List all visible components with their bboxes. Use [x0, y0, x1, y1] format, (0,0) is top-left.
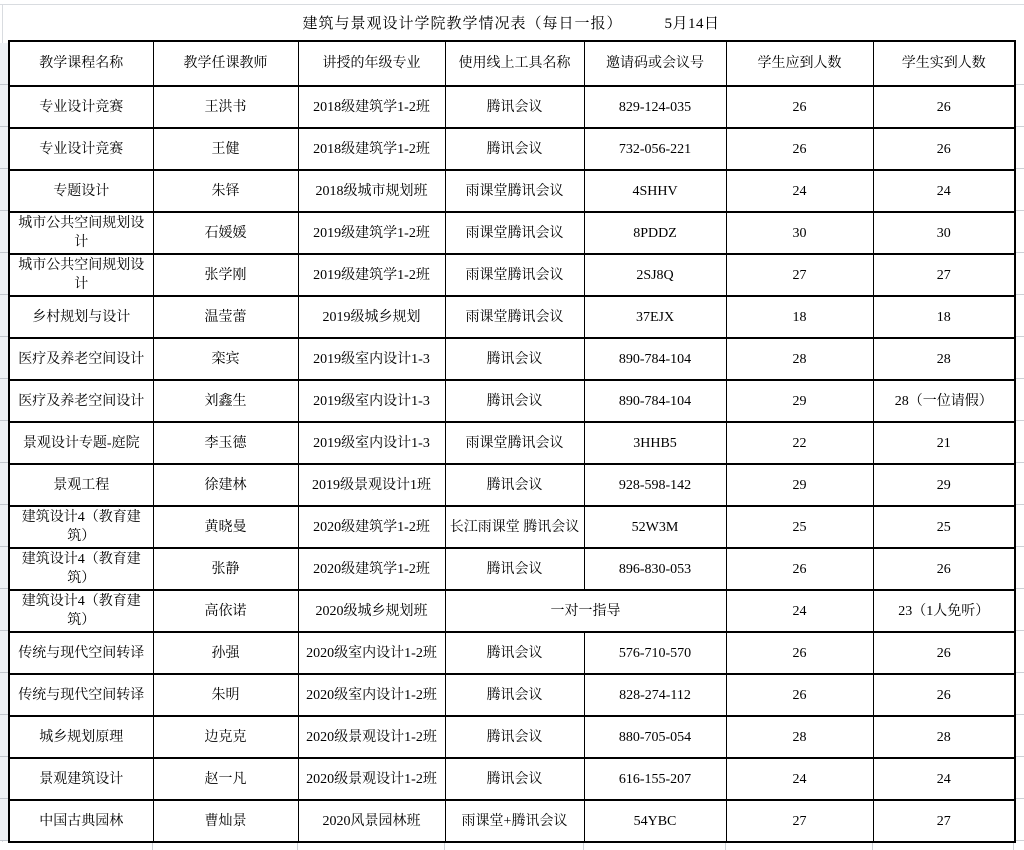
sheet-gridline-col — [583, 842, 584, 850]
cell-tool: 雨课堂腾讯会议 — [445, 254, 584, 296]
cell-actual: 24 — [873, 170, 1015, 212]
cell-grade: 2020级建筑学1-2班 — [298, 506, 445, 548]
cell-actual: 26 — [873, 548, 1015, 590]
cell-expected: 27 — [726, 254, 873, 296]
cell-actual: 26 — [873, 632, 1015, 674]
cell-tool: 腾讯会议 — [445, 548, 584, 590]
table-row — [9, 548, 1015, 590]
cell-code: 576-710-570 — [584, 632, 726, 674]
table-title-row — [8, 5, 1014, 40]
report-date: 5月14日 — [664, 16, 720, 32]
cell-course: 传统与现代空间转译 — [9, 674, 153, 716]
cell-code: 880-705-054 — [584, 716, 726, 758]
cell-tool: 雨课堂腾讯会议 — [445, 422, 584, 464]
column-header: 使用线上工具名称 — [445, 41, 584, 86]
cell-code: 890-784-104 — [584, 338, 726, 380]
table-row — [9, 170, 1015, 212]
cell-actual: 30 — [873, 212, 1015, 254]
cell-code: 896-830-053 — [584, 548, 726, 590]
cell-teacher: 高依诺 — [153, 590, 298, 632]
cell-teacher: 徐建林 — [153, 464, 298, 506]
table-row — [9, 632, 1015, 674]
cell-teacher: 黄晓曼 — [153, 506, 298, 548]
cell-expected: 30 — [726, 212, 873, 254]
cell-grade: 2019级景观设计1班 — [298, 464, 445, 506]
cell-tool-merged: 一对一指导 — [445, 590, 726, 632]
cell-code: 4SHHV — [584, 170, 726, 212]
cell-grade: 2020级建筑学1-2班 — [298, 548, 445, 590]
cell-actual: 25 — [873, 506, 1015, 548]
cell-expected: 27 — [726, 800, 873, 842]
cell-tool: 腾讯会议 — [445, 632, 584, 674]
table-row — [9, 380, 1015, 422]
cell-course: 医疗及养老空间设计 — [9, 338, 153, 380]
cell-expected: 26 — [726, 632, 873, 674]
table-row — [9, 422, 1015, 464]
cell-expected: 24 — [726, 758, 873, 800]
table-row — [9, 590, 1015, 632]
cell-expected: 22 — [726, 422, 873, 464]
cell-tool: 腾讯会议 — [445, 338, 584, 380]
cell-actual: 21 — [873, 422, 1015, 464]
sheet-gridline-col — [152, 842, 153, 850]
cell-teacher: 王健 — [153, 128, 298, 170]
cell-code: 3HHB5 — [584, 422, 726, 464]
cell-course: 专业设计竞赛 — [9, 128, 153, 170]
table-row — [9, 716, 1015, 758]
cell-actual: 24 — [873, 758, 1015, 800]
cell-teacher: 李玉德 — [153, 422, 298, 464]
cell-course: 建筑设计4（教育建筑） — [9, 590, 153, 632]
table-row — [9, 296, 1015, 338]
table-row — [9, 674, 1015, 716]
cell-grade: 2019级建筑学1-2班 — [298, 254, 445, 296]
cell-grade: 2020级景观设计1-2班 — [298, 716, 445, 758]
cell-expected: 26 — [726, 86, 873, 128]
table-header-row — [9, 41, 1015, 86]
cell-tool: 雨课堂+腾讯会议 — [445, 800, 584, 842]
cell-code: 829-124-035 — [584, 86, 726, 128]
cell-tool: 腾讯会议 — [445, 380, 584, 422]
cell-tool: 腾讯会议 — [445, 86, 584, 128]
cell-teacher: 王洪书 — [153, 86, 298, 128]
cell-code: 52W3M — [584, 506, 726, 548]
cell-actual: 26 — [873, 674, 1015, 716]
table-row — [9, 800, 1015, 842]
cell-grade: 2019级室内设计1-3 — [298, 338, 445, 380]
sheet-gridline-col — [444, 842, 445, 850]
cell-grade: 2020级室内设计1-2班 — [298, 674, 445, 716]
cell-course: 建筑设计4（教育建筑） — [9, 506, 153, 548]
page-title: 建筑与景观设计学院教学情况表（每日一报） — [302, 16, 623, 32]
sheet-gridlines-bottom-strip — [0, 842, 1024, 850]
table-row — [9, 254, 1015, 296]
cell-teacher: 边克克 — [153, 716, 298, 758]
cell-code: 732-056-221 — [584, 128, 726, 170]
column-header: 学生实到人数 — [873, 41, 1015, 86]
sheet-gridlines-left-strip — [0, 43, 8, 841]
cell-teacher: 孙强 — [153, 632, 298, 674]
table-row — [9, 212, 1015, 254]
cell-code: 54YBC — [584, 800, 726, 842]
cell-grade: 2019级室内设计1-3 — [298, 380, 445, 422]
cell-grade: 2018级建筑学1-2班 — [298, 86, 445, 128]
cell-teacher: 赵一凡 — [153, 758, 298, 800]
cell-expected: 29 — [726, 380, 873, 422]
cell-course: 景观设计专题-庭院 — [9, 422, 153, 464]
cell-code: 828-274-112 — [584, 674, 726, 716]
sheet-gridline-col — [1013, 842, 1014, 850]
cell-course: 中国古典园林 — [9, 800, 153, 842]
cell-teacher: 刘鑫生 — [153, 380, 298, 422]
cell-grade: 2018级城市规划班 — [298, 170, 445, 212]
cell-course: 城市公共空间规划设计 — [9, 254, 153, 296]
cell-tool: 雨课堂腾讯会议 — [445, 212, 584, 254]
cell-teacher: 朱明 — [153, 674, 298, 716]
cell-actual: 23（1人免听） — [873, 590, 1015, 632]
column-header: 教学课程名称 — [9, 41, 153, 86]
cell-course: 专业设计竞赛 — [9, 86, 153, 128]
cell-grade: 2020级室内设计1-2班 — [298, 632, 445, 674]
cell-expected: 26 — [726, 674, 873, 716]
cell-tool: 腾讯会议 — [445, 464, 584, 506]
cell-tool: 腾讯会议 — [445, 128, 584, 170]
teaching-report-table — [8, 40, 1016, 843]
cell-teacher: 曹灿景 — [153, 800, 298, 842]
cell-tool: 长江雨课堂 腾讯会议 — [445, 506, 584, 548]
cell-teacher: 张静 — [153, 548, 298, 590]
cell-expected: 28 — [726, 338, 873, 380]
cell-grade: 2020级城乡规划班 — [298, 590, 445, 632]
sheet-gridlines-right-strip — [1016, 43, 1024, 841]
sheet-gridline-col — [297, 842, 298, 850]
cell-code: 616-155-207 — [584, 758, 726, 800]
sheet-gridline-col — [725, 842, 726, 850]
cell-tool: 腾讯会议 — [445, 674, 584, 716]
cell-code: 890-784-104 — [584, 380, 726, 422]
cell-course: 景观工程 — [9, 464, 153, 506]
column-header: 学生应到人数 — [726, 41, 873, 86]
cell-expected: 18 — [726, 296, 873, 338]
cell-tool: 雨课堂腾讯会议 — [445, 296, 584, 338]
cell-grade: 2020级景观设计1-2班 — [298, 758, 445, 800]
column-header: 邀请码或会议号 — [584, 41, 726, 86]
cell-code: 2SJ8Q — [584, 254, 726, 296]
table-row — [9, 506, 1015, 548]
table-row — [9, 464, 1015, 506]
cell-teacher: 栾宾 — [153, 338, 298, 380]
cell-expected: 25 — [726, 506, 873, 548]
cell-teacher: 朱铎 — [153, 170, 298, 212]
cell-teacher: 石媛媛 — [153, 212, 298, 254]
cell-grade: 2019级城乡规划 — [298, 296, 445, 338]
cell-tool: 腾讯会议 — [445, 758, 584, 800]
cell-expected: 24 — [726, 590, 873, 632]
cell-teacher: 张学刚 — [153, 254, 298, 296]
cell-expected: 24 — [726, 170, 873, 212]
cell-actual: 28 — [873, 338, 1015, 380]
cell-course: 城乡规划原理 — [9, 716, 153, 758]
cell-code: 928-598-142 — [584, 464, 726, 506]
table-row — [9, 128, 1015, 170]
cell-grade: 2018级建筑学1-2班 — [298, 128, 445, 170]
cell-tool: 腾讯会议 — [445, 716, 584, 758]
sheet-gridline-col — [872, 842, 873, 850]
cell-course: 景观建筑设计 — [9, 758, 153, 800]
cell-actual: 29 — [873, 464, 1015, 506]
cell-expected: 26 — [726, 548, 873, 590]
cell-actual: 27 — [873, 254, 1015, 296]
cell-actual: 26 — [873, 128, 1015, 170]
table-row — [9, 758, 1015, 800]
cell-actual: 18 — [873, 296, 1015, 338]
cell-tool: 雨课堂腾讯会议 — [445, 170, 584, 212]
cell-course: 专题设计 — [9, 170, 153, 212]
cell-grade: 2019级室内设计1-3 — [298, 422, 445, 464]
cell-expected: 29 — [726, 464, 873, 506]
table-row — [9, 86, 1015, 128]
cell-teacher: 温莹蕾 — [153, 296, 298, 338]
cell-course: 传统与现代空间转译 — [9, 632, 153, 674]
cell-code: 8PDDZ — [584, 212, 726, 254]
cell-course: 城市公共空间规划设计 — [9, 212, 153, 254]
cell-actual: 27 — [873, 800, 1015, 842]
cell-actual: 28 — [873, 716, 1015, 758]
column-header: 讲授的年级专业 — [298, 41, 445, 86]
cell-expected: 28 — [726, 716, 873, 758]
cell-course: 医疗及养老空间设计 — [9, 380, 153, 422]
table-row — [9, 338, 1015, 380]
column-header: 教学任课教师 — [153, 41, 298, 86]
cell-course: 乡村规划与设计 — [9, 296, 153, 338]
cell-course: 建筑设计4（教育建筑） — [9, 548, 153, 590]
cell-expected: 26 — [726, 128, 873, 170]
cell-actual: 26 — [873, 86, 1015, 128]
cell-code: 37EJX — [584, 296, 726, 338]
cell-actual: 28（一位请假） — [873, 380, 1015, 422]
cell-grade: 2020风景园林班 — [298, 800, 445, 842]
cell-grade: 2019级建筑学1-2班 — [298, 212, 445, 254]
